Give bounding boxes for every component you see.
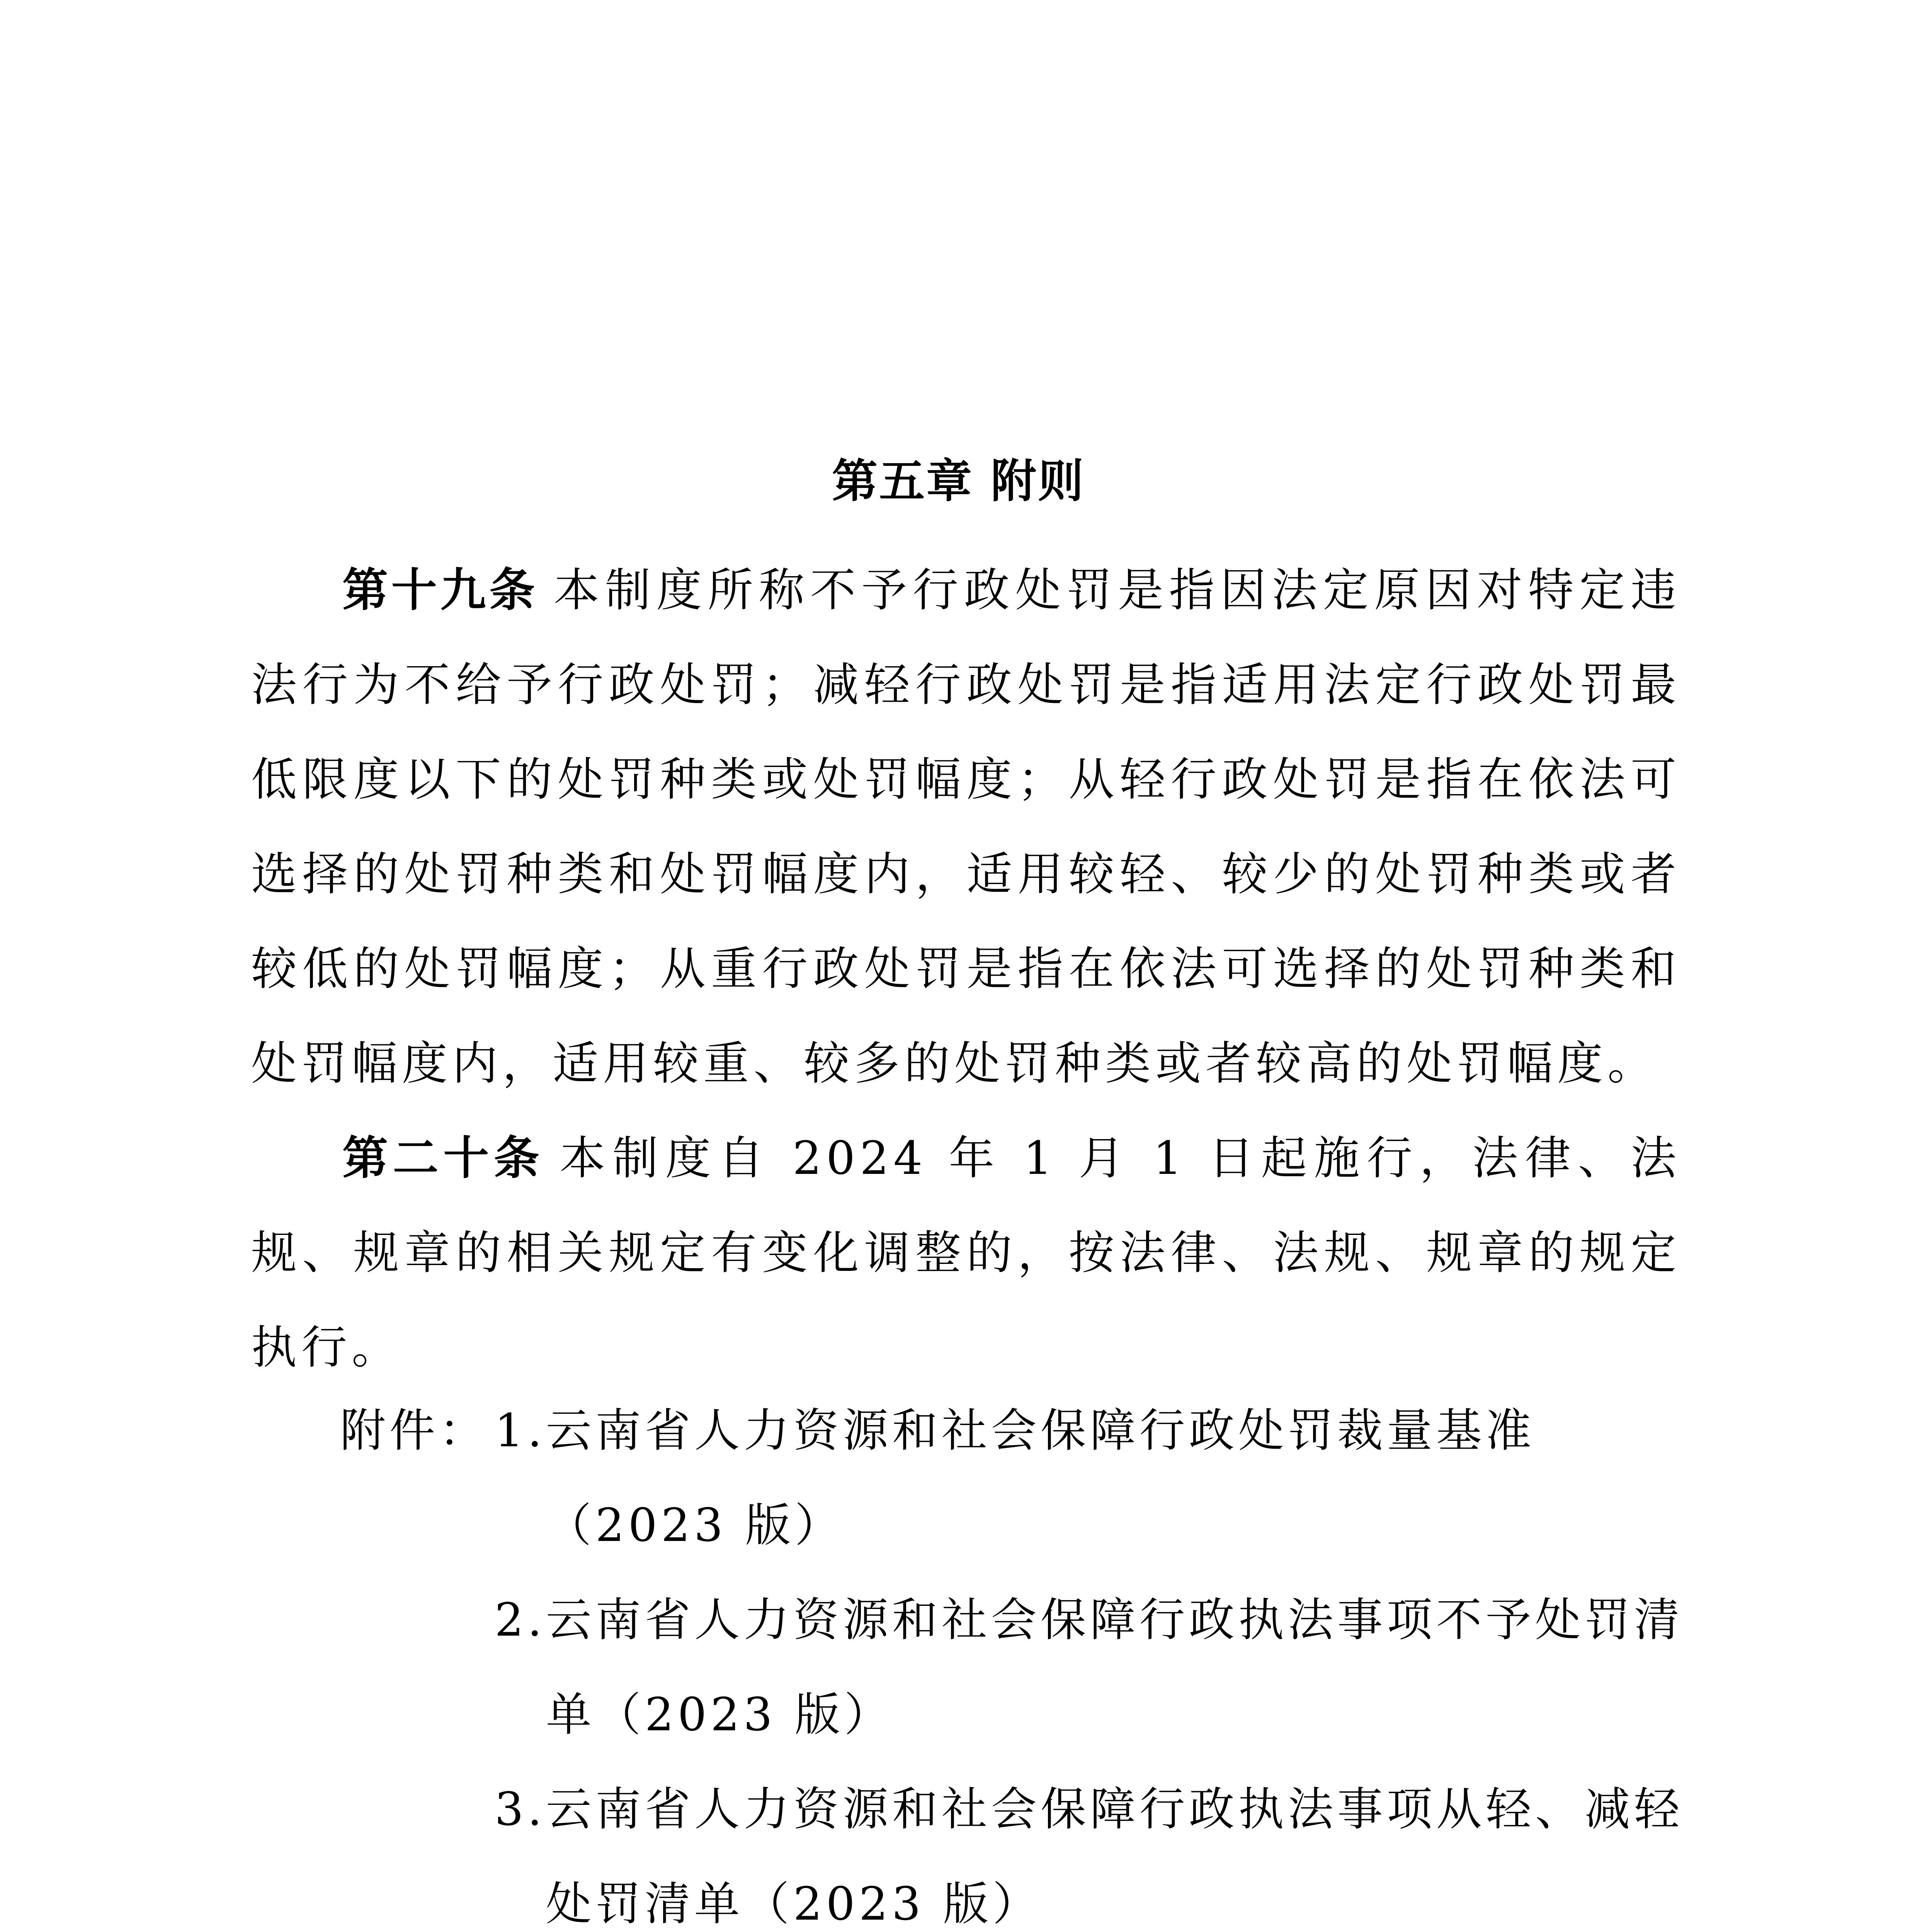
article-19-label: 第十九条	[342, 563, 538, 617]
attachment-row-3	[340, 1762, 1692, 1932]
attachment-text-2: 云南省人力资源和社会保障行政执法事项不予处罚清单（2023 版）	[546, 1593, 1684, 1741]
attachment-item-3	[495, 1762, 1692, 1932]
attachment-row-1	[340, 1383, 1692, 1573]
attachment-number-3: 3.	[495, 1782, 546, 1836]
article-20-text: 本制度自 2024 年 1 月 1 日起施行，法律、法规、规章的相关规定有变化调整的，按法律、法规、规章的规定执行。	[251, 1131, 1681, 1374]
attachment-number-1: 1.	[495, 1404, 546, 1457]
article-19	[251, 543, 1681, 1111]
attachment-row-2	[340, 1573, 1692, 1762]
article-20	[251, 1111, 1681, 1395]
attachment-text-3: 云南省人力资源和社会保障行政执法事项从轻、减轻处罚清单（2023 版）	[546, 1782, 1684, 1930]
chapter-title: 第五章 附则	[832, 454, 1085, 508]
attachments-label: 附件：	[340, 1404, 489, 1457]
attachments-list	[340, 1383, 1692, 1932]
attachment-item-1	[495, 1383, 1692, 1573]
article-19-text: 本制度所称不予行政处罚是指因法定原因对特定违法行为不给予行政处罚；减轻行政处罚是指适用法定行政处罚最低限度以下的处罚种类或处罚幅度；从轻行政处罚是指在依法可选择的处罚种类和处罚幅度内，适用较轻、较少的处罚种类或者较低的处罚幅度；从重行政处罚是指在依法可选择的处罚种类和处罚幅度内，适用较重、较多的处罚种类或者较高的处罚幅度。	[251, 563, 1681, 1090]
attachment-item-2	[495, 1573, 1692, 1762]
attachment-number-2: 2.	[495, 1593, 546, 1646]
attachment-text-1: 云南省人力资源和社会保障行政处罚裁量基准（2023 版）	[546, 1404, 1535, 1552]
article-20-label: 第二十条	[342, 1131, 544, 1185]
